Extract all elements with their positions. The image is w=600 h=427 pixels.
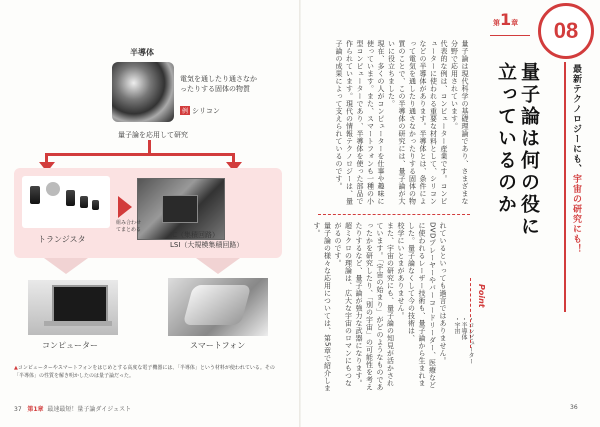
page-title-line2: 立っているのか <box>495 62 517 216</box>
semiconductor-photo <box>112 62 174 122</box>
left-page-number: 37 <box>14 406 22 413</box>
paragraph: また、宇宙の研究にも、量子論の知見が活かされています。「宇宙の始まり」がどのようなものであったかを研究したり、「別の宇宙」の可能性を考えたりするなど、量子論が強力な武器になります。超ミクロの理論は、広大な宇宙のロマンにもつながるのです。 <box>334 222 395 391</box>
figure-note <box>14 364 284 380</box>
point-item: ・宇宙 <box>453 316 460 334</box>
paragraph: 量子論の様々な応用については、第5章で紹介します。 <box>313 222 332 392</box>
arrow-to-computer-icon <box>44 258 88 274</box>
point-item: ・コンピューター <box>467 316 474 364</box>
semiconductor-desc: 電気を通したり通さなかったりする固体の物質 <box>180 75 257 93</box>
chapter-rule <box>490 35 530 36</box>
flow-label: 量子論を応用して研究 <box>118 131 188 139</box>
combine-arrow-icon <box>118 196 132 218</box>
lsi-label: LSI（大規模集積回路） <box>170 241 244 249</box>
right-page-number: 36 <box>570 404 578 411</box>
example-tag: 例 <box>182 108 189 115</box>
transistor-part <box>92 200 99 210</box>
footer-chapter: 第1章 <box>27 406 44 413</box>
section-number-badge: 08 <box>538 3 594 59</box>
paragraph: 代表的な例は、コンピューター産業です。コンピューターに使われる重要な材料として、シリコンなどの半導体があります。半導体とは、条件によって電気を通したり通さなかったりする固体の物質のことで、この半導体の研究には、量子論が大いに役立ちました。 <box>387 40 448 205</box>
paragraph: 現在、多くの人がコンピューターを仕事や趣味に使っています。また、スマートフォンも一種の小型コンピューターであり、半導体を使った部品で作られています。現代の情報テクノロジーは、量子論の成果によって支えられているのです。 <box>335 40 385 205</box>
page-title: 量子論は何の役に <box>518 62 540 238</box>
paragraph: 量子論は現代科学の基礎理論であり、さまざまな分野で応用されています。 <box>450 40 469 205</box>
paragraph: れているといっても過言ではありません。 <box>439 222 447 365</box>
semiconductor-heading: 半導体 <box>130 48 154 57</box>
footer-chapter-title: 最速最短！量子論ダイジェスト <box>47 406 132 413</box>
transistor-part <box>46 182 60 196</box>
paragraph: 校学にいとまがありません。 <box>397 222 405 320</box>
laptop-base <box>44 321 112 326</box>
flow-line-horizontal <box>45 153 235 156</box>
laptop-screen <box>52 285 108 323</box>
smartphone-label: スマートフォン <box>190 341 246 350</box>
note-text: コンピューターやスマートフォンをはじめとする高度な電子機器には、「半導体」という材料が使われている。その「半導体」の性質を解き明かしたのは量子論だった。 <box>14 365 275 379</box>
body-lower <box>313 222 448 394</box>
smartphone-body <box>183 285 252 325</box>
point-label: Point <box>477 284 486 308</box>
body-upper <box>318 40 470 208</box>
arrow-to-smartphone-icon <box>196 258 240 274</box>
combine-label: 組み合わせてまとめる <box>116 220 142 233</box>
transistor-part <box>80 196 88 208</box>
title-accent-bar <box>564 62 566 312</box>
left-footer <box>14 404 131 413</box>
ic-label: IC（集積回路） <box>170 231 219 239</box>
flow-line-vertical <box>148 140 151 154</box>
transistor-part <box>66 190 75 206</box>
computer-label: コンピューター <box>42 341 98 350</box>
paragraph: DVDプレーヤーやバーコードリーダー、医療などに使われるレーザー技術も、量子論から生まれました。量子論なくして今の技術は、 <box>407 222 437 389</box>
ic-chip <box>162 195 198 223</box>
column-divider <box>318 214 470 215</box>
chapter-label: 第1章 <box>493 10 519 29</box>
subtitle: 最新テクノロジーにも、宇宙の研究にも！ <box>571 64 581 254</box>
example-text: シリコン <box>192 107 220 115</box>
transistor-label: トランジスタ <box>38 235 86 244</box>
point-item: ・半導体 <box>460 316 467 340</box>
semiconductor-example <box>180 106 220 116</box>
transistor-part <box>30 186 40 204</box>
chapter-number: 1 <box>500 10 512 29</box>
note-bullet-icon: ▲ <box>14 365 18 371</box>
